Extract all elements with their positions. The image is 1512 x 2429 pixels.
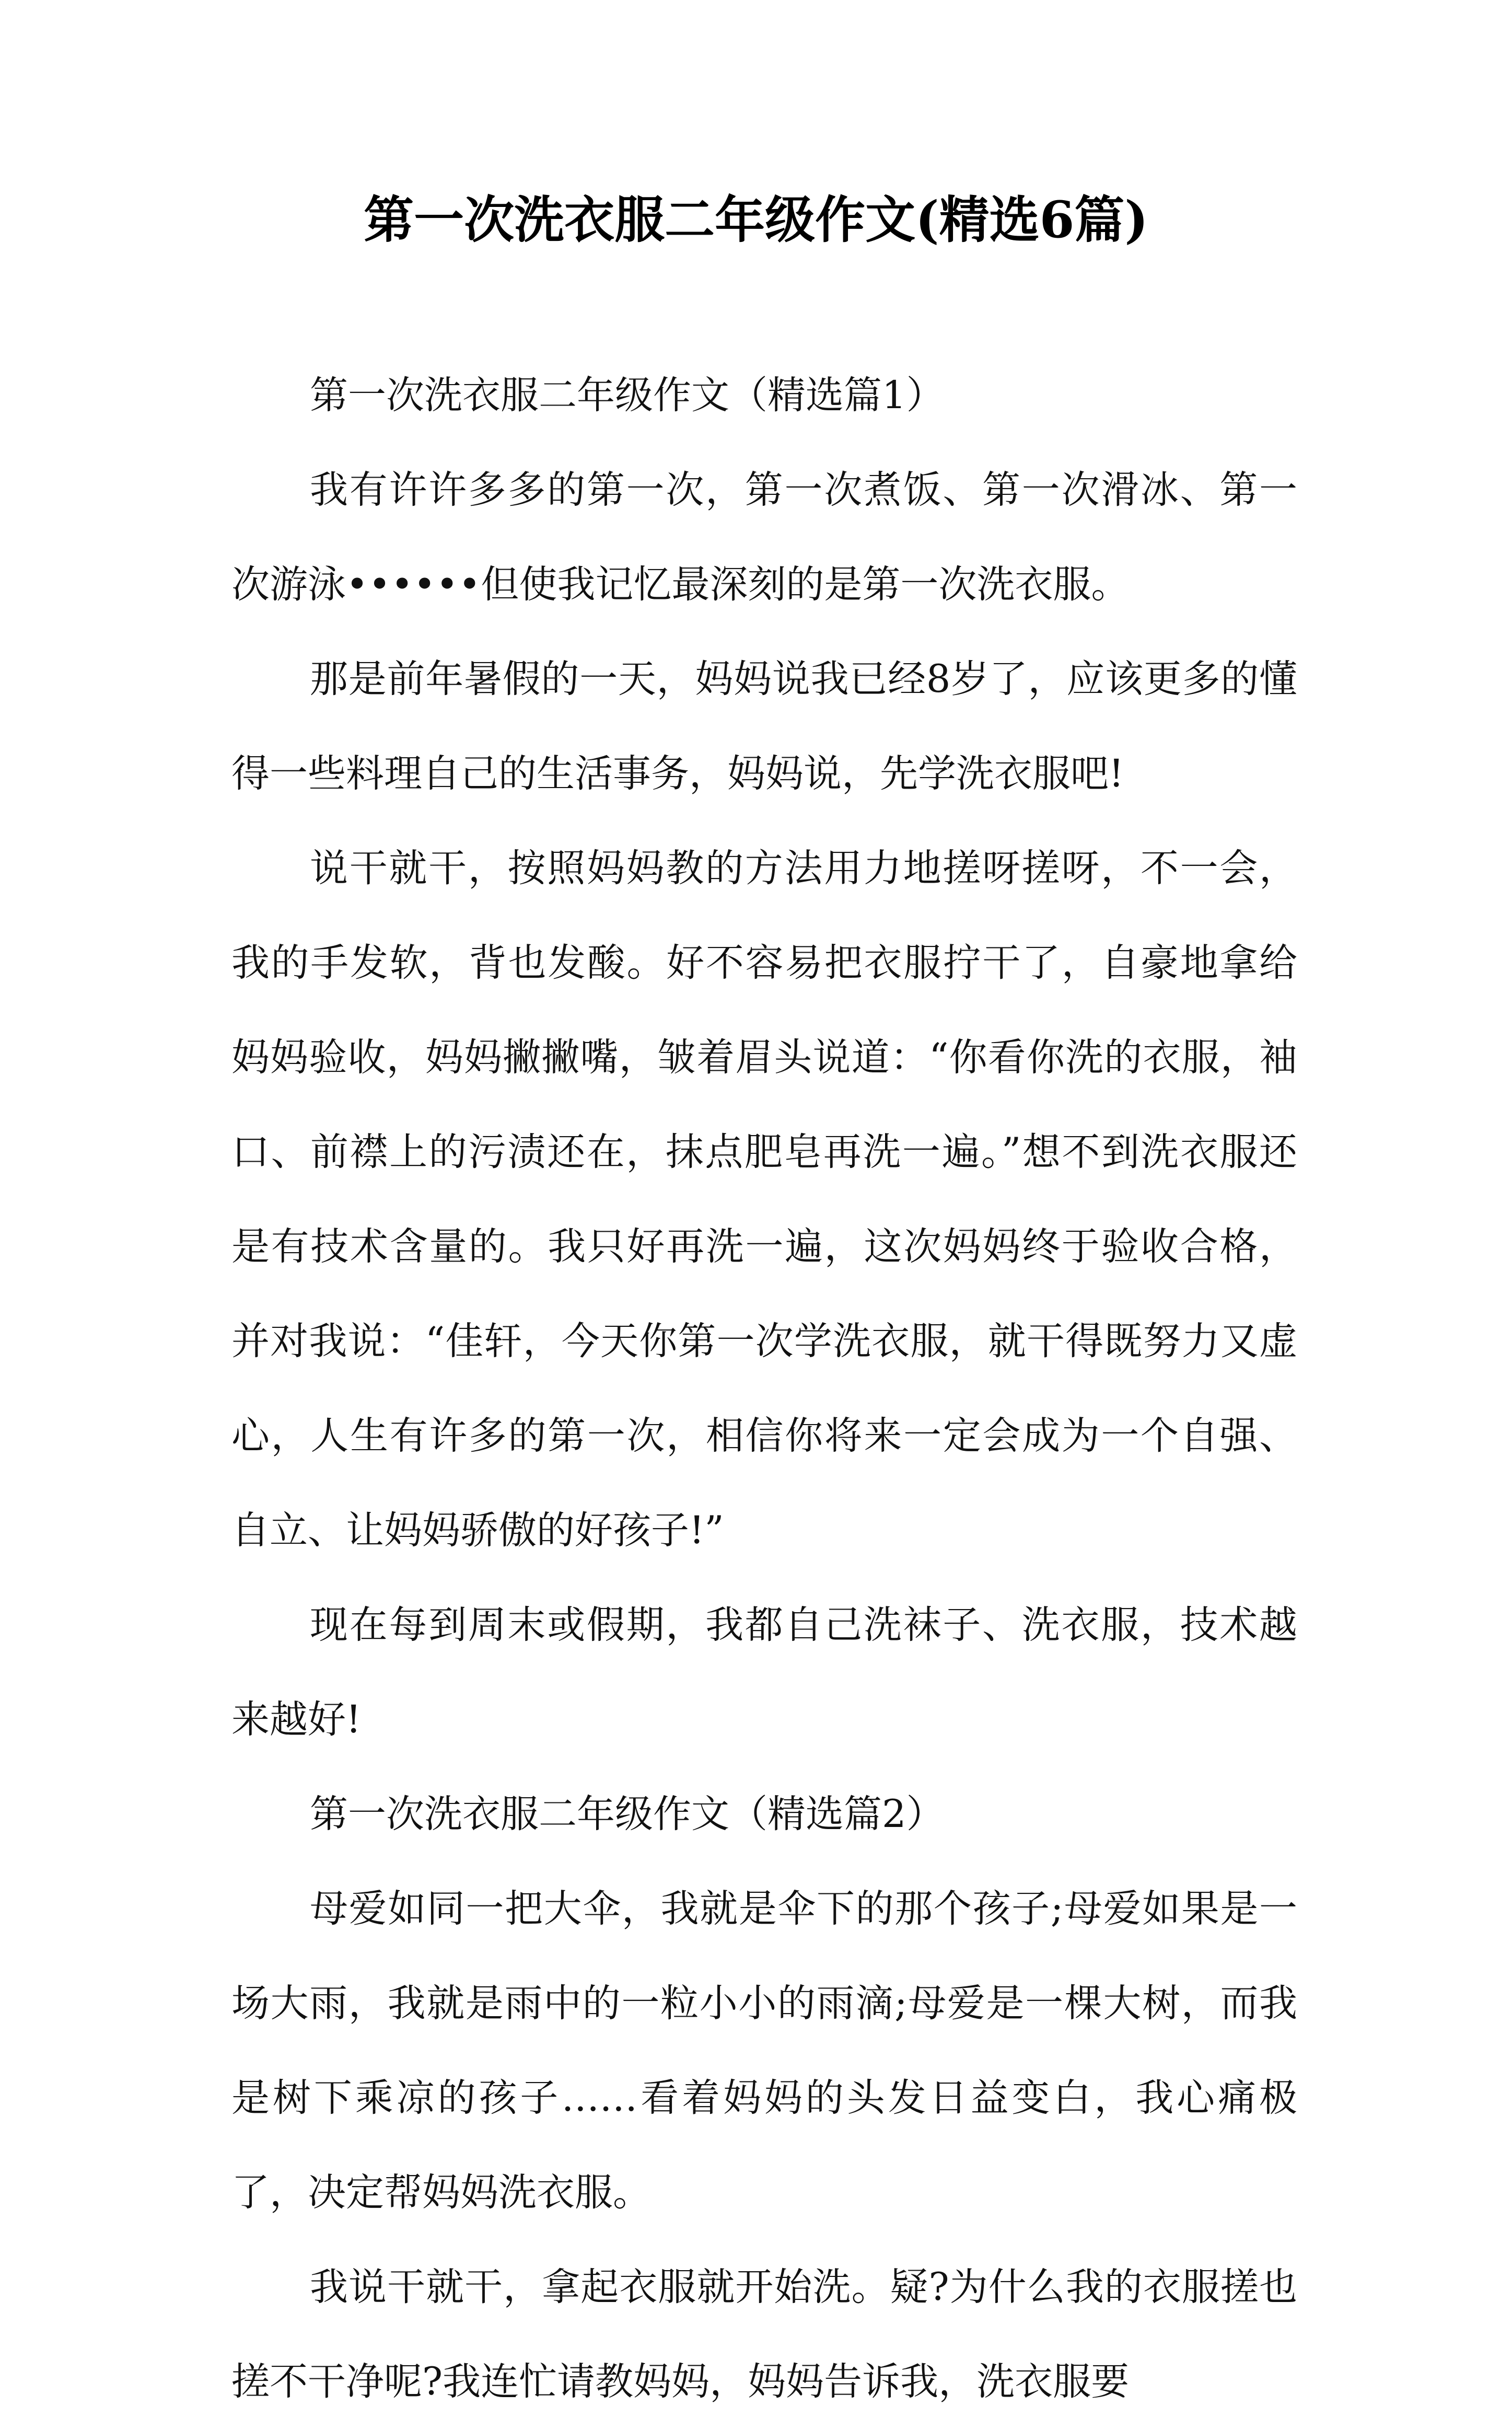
document-body bbox=[231, 348, 1297, 2429]
paragraph: 现在每到周末或假期，我都自己洗袜子、洗衣服，技术越来越好! bbox=[231, 1603, 1297, 1742]
paragraph: 母爱如同一把大伞，我就是伞下的那个孩子;母爱如果是一场大雨，我就是雨中的一粒小小的雨滴;母爱是一棵大树，而我是树下乘凉的孩子……看着妈妈的头发日益变白，我心痛极了，决定帮妈妈洗衣服。 bbox=[231, 1887, 1297, 2215]
paragraph: 说干就干，按照妈妈教的方法用力地搓呀搓呀，不一会，我的手发软，背也发酸。好不容易把衣服拧干了，自豪地拿给妈妈验收，妈妈撇撇嘴，皱着眉头说道：“你看你洗的衣服，袖口、前襟上的污渍还在，抹点肥皂再洗一遍。”想不到洗衣服还是有技术含量的。我只好再洗一遍，这次妈妈终于验收合格，并对我说：“佳轩，今天你第一次学洗衣服，就干得既努力又虚心，人生有许多的第一次，相信你将来一定会成为一个自强、自立、让妈妈骄傲的好孩子!” bbox=[231, 846, 1297, 1553]
document-title: 第一次洗衣服二年级作文(精选6篇) bbox=[364, 190, 1148, 249]
paragraph: 我有许许多多的第一次，第一次煮饭、第一次滑冰、第一次游泳••••••但使我记忆最深刻的是第一次洗衣服。 bbox=[231, 468, 1297, 607]
section-heading-1: 第一次洗衣服二年级作文（精选篇1） bbox=[310, 373, 945, 418]
section-heading-2: 第一次洗衣服二年级作文（精选篇2） bbox=[310, 1792, 945, 1836]
paragraph: 那是前年暑假的一天，妈妈说我已经8岁了，应该更多的懂得一些料理自己的生活事务，妈妈说，先学洗衣服吧! bbox=[231, 657, 1297, 796]
paragraph: 我说干就干，拿起衣服就开始洗。疑?为什么我的衣服搓也搓不干净呢?我连忙请教妈妈，妈妈告诉我，洗衣服要 bbox=[231, 2265, 1297, 2404]
